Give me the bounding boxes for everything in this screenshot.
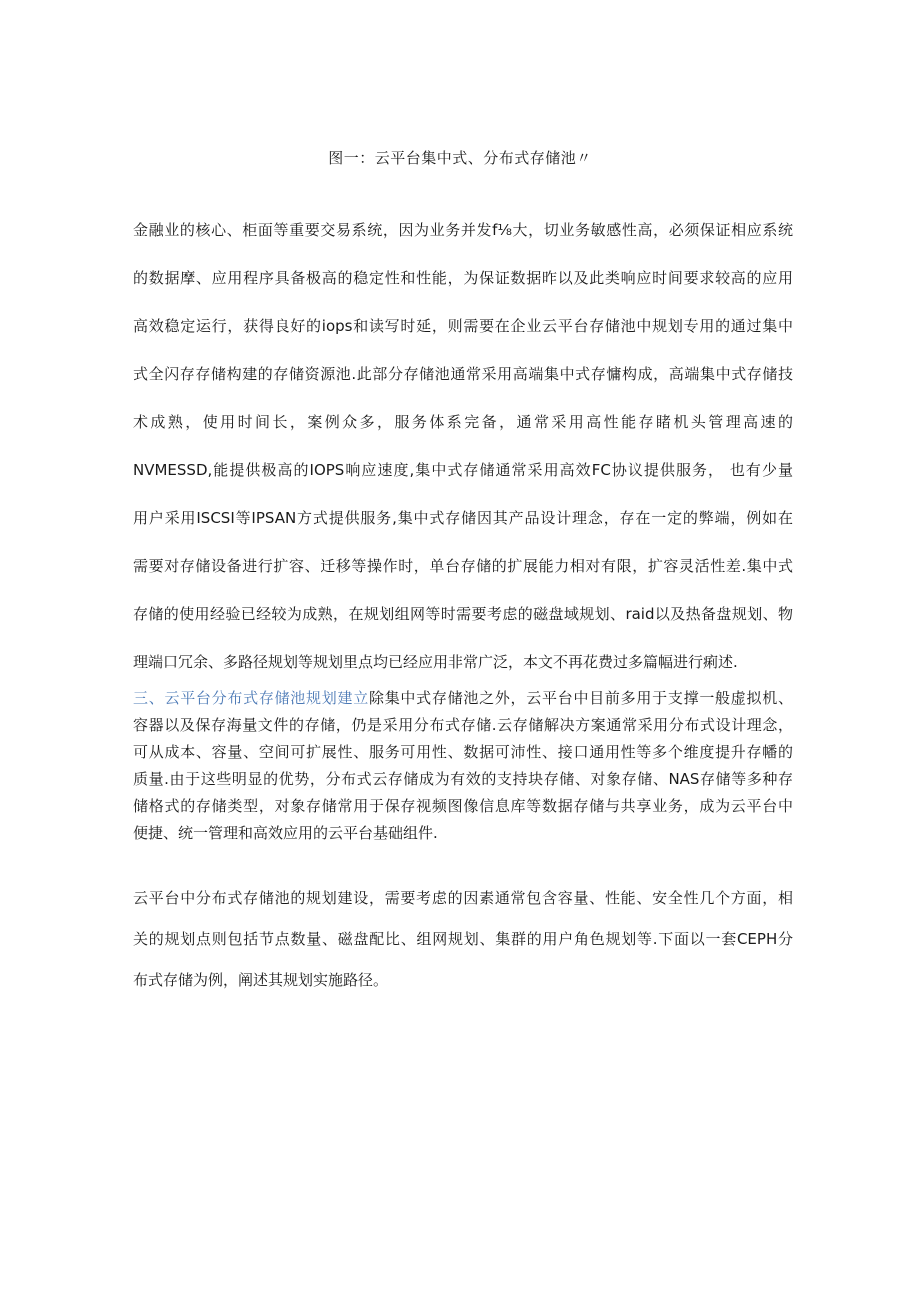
text-run: 除集中式存储池之外，云平台中目前多用于支撑一般虚拟机、 [368, 689, 793, 707]
text-line: 理端口冗余、多路径规划等规划里点均已经应用非常广泛，本文不再花费过多篇幅进行痢述. [133, 653, 738, 671]
text-line: 金融业的核心、柜面等重要交易系统，因为业务并发f⅛大，切业务敏感性高，必须保证相应系统 [133, 221, 793, 239]
text-line: NVMESSD,能提供极高的IOPS响应速度,集中式存储通常采用高效FC协议提供服务， 也有少量 [133, 461, 793, 479]
figure-caption: 图一：云平台集中式、分布式存储池〃 [328, 149, 592, 167]
paragraph-planning [133, 878, 793, 1001]
text-line: 存储的使用经验已经较为成熟，在规划组网等时需要考虑的磁盘域规划、raid以及热备盘规划、物 [133, 605, 793, 623]
text-line: 式全闪存存储构建的存储资源池.此部分存储池通常采用高端集中式存慵构成，高端集中式存储技 [133, 365, 793, 383]
text-line: 关的规划点则包括节点数量、磁盘配比、组网规划、集群的用户角色规划等.下面以一套CEPH分 [133, 930, 793, 948]
text-line: 储格式的存储类型，对象存储常用于保存视频图像信息库等数据存储与共享业务，成为云平台中 [133, 797, 793, 815]
paragraph-centralized-storage [133, 206, 793, 686]
text-line: 云平台中分布式存储池的规划建设，需要考虑的因素通常包含容量、性能、安全性几个方面，相 [133, 889, 793, 907]
paragraph-distributed-storage [133, 685, 793, 847]
text-line: 的数据摩、应用程序具备极高的稳定性和性能，为保证数据昨以及此类响应时间要求较高的应用 [133, 269, 793, 287]
text-line: 高效稳定运行，获得良好的iops和读写时延，则需要在企业云平台存储池中规划专用的通过集中 [133, 317, 793, 335]
section-heading: 三、云平台分布式存储池规划建立 [133, 689, 369, 707]
text-line: 质量.由于这些明显的优势，分布式云存储成为有效的支持块存储、对象存储、NAS存储等多种存 [133, 770, 793, 788]
text-line: 术成熟，使用时间长，案例众多，服务体系完备，通常采用高性能存睹机头管理高速的 [133, 413, 793, 431]
text-line: 容器以及保存海量文件的存储，仍是采用分布式存储.云存储解决方案通常采用分布式设计理念， [133, 716, 793, 734]
text-line: 便捷、统一管理和高效应用的云平台基础组件. [133, 824, 438, 842]
text-line: 需要对存储设备进行扩容、迁移等操作时，单台存储的扩展能力相对有限，扩容灵活性差.集中式 [133, 557, 793, 575]
text-line: 用户采用ISCSI等IPSAN方式提供服务,集中式存储因其产品设计理念，存在一定的弊端，例如在 [133, 509, 793, 527]
text-line [133, 685, 793, 712]
text-line: 可从成本、容量、空间可扩展性、服务可用性、数据可沛性、接口通用性等多个维度提升存幡的 [133, 743, 793, 761]
text-line: 布式存储为例，阐述其规划实施路径。 [133, 971, 389, 989]
